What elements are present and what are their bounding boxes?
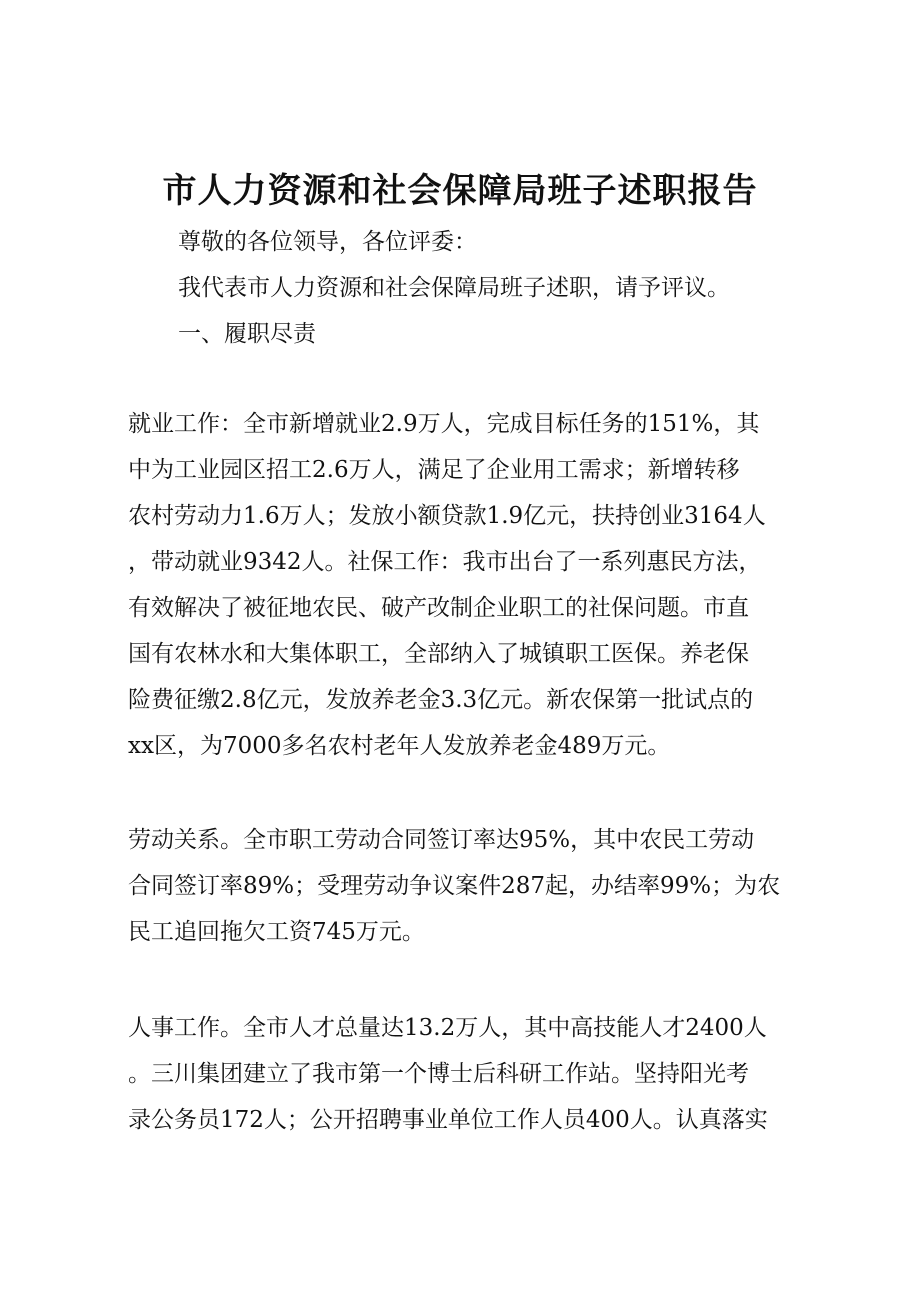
paragraph-line: 劳动关系。全市职工劳动合同签订率达95%，其中农民工劳动 — [128, 827, 755, 853]
paragraph-employment — [128, 401, 808, 769]
paragraph-line: 录公务员172人；公开招聘事业单位工作人员400人。认真落实 — [128, 1107, 768, 1133]
paragraph-line: xx区，为7000多名农村老年人发放养老金489万元。 — [128, 733, 671, 759]
paragraph-line: 中为工业园区招工2.6万人，满足了企业用工需求；新增转移 — [128, 457, 740, 483]
paragraph-line: 国有农林水和大集体职工，全部纳入了城镇职工医保。养老保 — [128, 641, 749, 667]
paragraph-line: 有效解决了被征地农民、破产改制企业职工的社保问题。市直 — [128, 595, 749, 621]
paragraph-line: 就业工作：全市新增就业2.9万人，完成目标任务的151%，其 — [128, 411, 760, 437]
paragraph-labor-relations — [128, 817, 808, 955]
greeting: 尊敬的各位领导，各位评委： — [178, 229, 477, 255]
paragraph-line: 民工追回拖欠工资745万元。 — [128, 919, 425, 945]
document-title: 市人力资源和社会保障局班子述职报告 — [162, 171, 758, 211]
paragraph-line: 险费征缴2.8亿元，发放养老金3.3亿元。新农保第一批试点的 — [128, 687, 754, 713]
paragraph-line: 人事工作。全市人才总量达13.2万人，其中高技能人才2400人 — [128, 1015, 767, 1041]
paragraph-line: 农村劳动力1.6万人；发放小额贷款1.9亿元，扶持创业3164人 — [128, 503, 766, 529]
paragraph-personnel — [128, 1005, 808, 1143]
section-heading: 一、履职尽责 — [178, 321, 316, 347]
paragraph-line: 合同签订率89%；受理劳动争议案件287起，办结率99%；为农 — [128, 873, 781, 899]
intro-line: 我代表市人力资源和社会保障局班子述职，请予评议。 — [178, 275, 730, 301]
paragraph-line: 。三川集团建立了我市第一个博士后科研工作站。坚持阳光考 — [128, 1061, 749, 1087]
paragraph-line: ，带动就业9342人。社保工作：我市出台了一系列惠民方法， — [128, 549, 762, 575]
